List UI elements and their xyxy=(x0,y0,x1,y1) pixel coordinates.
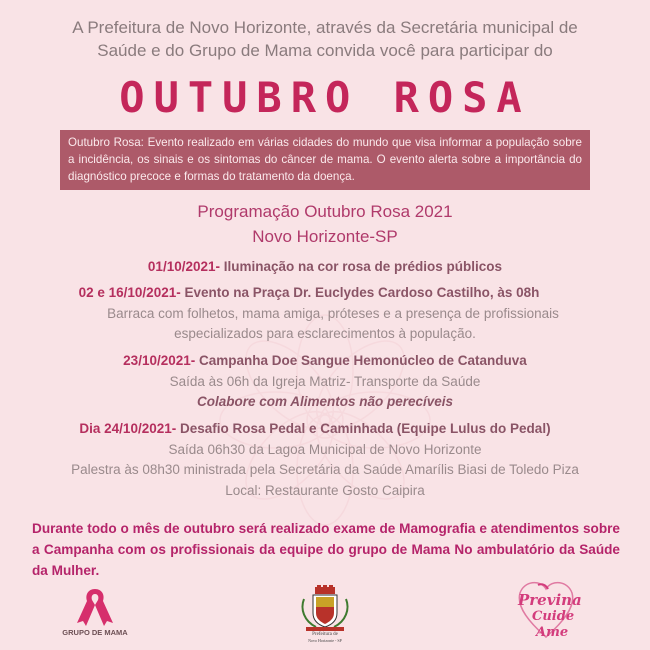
info-box: Outubro Rosa: Evento realizado em várias cidades do mundo que visa informar a população sobre a incidência, os sinais e os sintomas do câncer de mama. O evento alerta sobre a importância do diagnóstico precoce e formas do tratamento da doença. xyxy=(60,130,590,190)
prefeitura-label-2: Novo Horizonte - SP xyxy=(308,638,342,643)
event-title: Campanha Doe Sangue Hemonúcleo de Catanduva xyxy=(195,353,527,368)
event-date: 02 e 16/10/2021- xyxy=(78,285,181,300)
event-3-detail-1: Saída às 06h da Igreja Matriz- Transporte da Saúde xyxy=(169,374,481,389)
grupo-mama-label: GRUPO DE MAMA xyxy=(62,628,128,637)
intro-line-2: Saúde e do Grupo de Mama convida você para participar do xyxy=(97,41,553,60)
event-1-heading xyxy=(0,256,650,277)
prefeitura-label-1: Prefeitura de xyxy=(312,632,338,637)
main-title: OUTUBRO ROSA xyxy=(119,73,531,122)
event-2-heading xyxy=(0,282,634,303)
slogan-logo xyxy=(508,575,583,645)
program-title-line-2: Novo Horizonte-SP xyxy=(252,227,398,246)
event-date: 23/10/2021- xyxy=(123,353,196,368)
slogan-word-3: Ame xyxy=(536,625,569,640)
intro-text xyxy=(20,16,630,62)
grupo-mama-logo xyxy=(55,585,135,640)
event-4-heading xyxy=(0,418,640,439)
closing-text: Durante todo o mês de outubro será realizado exame de Mamografia e atendimentos sobre a Campanha com os profissionais da equipe do grupo de Mama No ambulatório da Saúde da Mulher. xyxy=(32,521,620,578)
event-title: Iluminação na cor rosa de prédios públicos xyxy=(219,259,503,274)
event-4-detail-2: Palestra às 08h30 ministrada pela Secretária da Saúde Amarílis Biasi de Toledo Piza xyxy=(71,462,579,477)
event-3-heading xyxy=(0,350,650,371)
pink-ribbon-icon xyxy=(55,585,135,627)
coat-of-arms-icon xyxy=(296,585,354,631)
intro-line-1: A Prefeitura de Novo Horizonte, através da Secretária municipal de xyxy=(72,18,578,37)
event-4-detail-3: Local: Restaurante Gosto Caipira xyxy=(225,483,425,498)
event-date: 01/10/2021- xyxy=(147,259,220,274)
program-title xyxy=(0,199,650,249)
event-2-detail-2: especializados para esclarecimentos à população. xyxy=(174,326,476,341)
event-title: Evento na Praça Dr. Euclydes Cardoso Castilho, às 08h xyxy=(180,285,540,300)
slogan-word-1: Previna xyxy=(518,591,582,609)
event-date: Dia 24/10/2021- xyxy=(79,421,177,436)
event-3-note: Colabore com Alimentos não perecíveis xyxy=(196,394,454,409)
event-2-detail-1: Barraca com folhetos, mama amiga, próteses e a presença de profissionais xyxy=(107,306,559,321)
event-4-detail-1: Saída 06h30 da Lagoa Municipal de Novo Horizonte xyxy=(168,442,482,457)
prefeitura-logo xyxy=(296,585,354,645)
event-3-detail-2 xyxy=(0,391,650,412)
slogan-word-2: Cuide xyxy=(532,609,575,624)
event-title: Desafio Rosa Pedal e Caminhada (Equipe Lulus do Pedal) xyxy=(176,421,551,436)
program-title-line-1: Programação Outubro Rosa 2021 xyxy=(197,202,453,221)
